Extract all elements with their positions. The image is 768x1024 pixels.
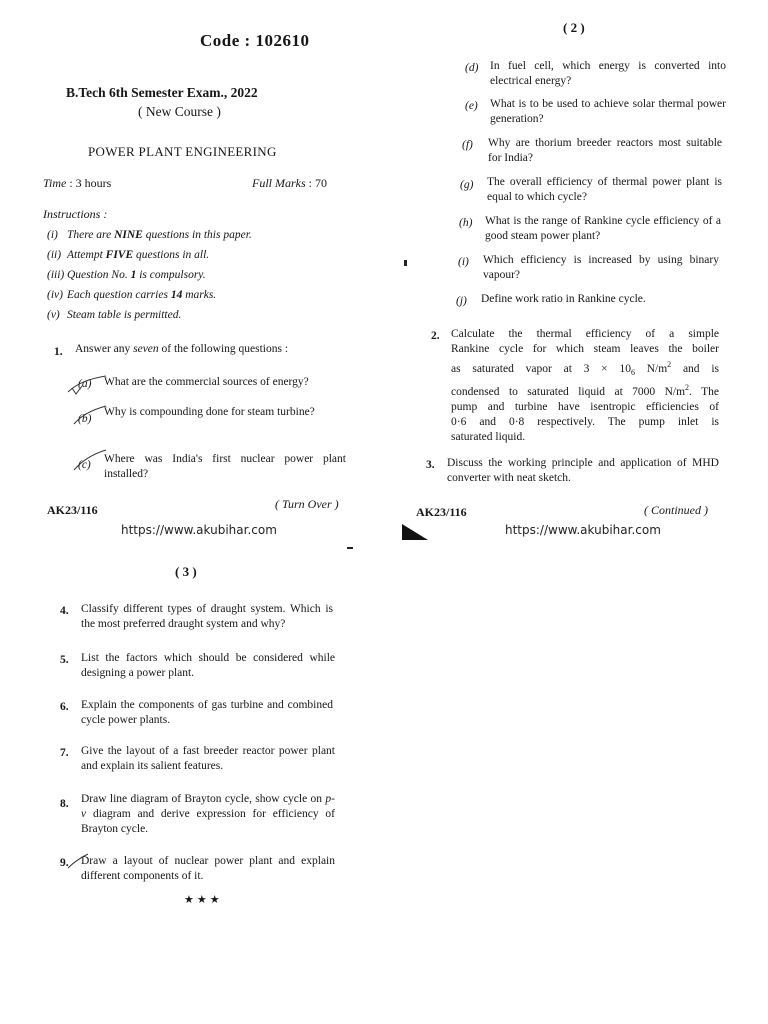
exam-title: B.Tech 6th Semester Exam., 2022 <box>66 85 258 100</box>
continued-note: ( Continued ) <box>644 503 708 517</box>
turn-over-note: ( Turn Over ) <box>275 497 339 511</box>
exam-code: Code : 102610 <box>200 31 310 50</box>
paper-code-footer: AK23/116 <box>47 503 98 517</box>
pen-tick-mark <box>66 850 90 872</box>
subject-title: POWER PLANT ENGINEERING <box>88 144 277 159</box>
instruction-item: (i) There are NINE questions in this paper. <box>47 229 252 241</box>
course-type: ( New Course ) <box>138 104 221 119</box>
q2-line-3: as saturated vapor at $3 \times 10_6$ $N/m^2$ and is <box>451 360 719 378</box>
pen-tick-marks <box>62 372 112 482</box>
instruction-item: (iii) Question No. 1 is compulsory. <box>47 269 206 281</box>
question-number: 1. <box>54 346 63 358</box>
q2-line-4: condensed to saturated liquid at 7000 $N/m^2$. The <box>451 383 720 398</box>
scan-corner-mark <box>402 524 428 540</box>
website-url-right: https://www.akubihar.com <box>505 523 661 537</box>
page-number-2: ( 2 ) <box>563 20 585 35</box>
full-marks <box>252 176 327 191</box>
page-number-3: ( 3 ) <box>175 564 197 579</box>
instruction-item: (iv) Each question carries 14 marks. <box>47 289 217 301</box>
website-url: https://www.akubihar.com <box>121 523 277 537</box>
scan-speck <box>347 547 353 549</box>
marks-label: Full Marks <box>252 176 306 190</box>
instructions-heading: Instructions : <box>43 207 108 221</box>
time-value: : 3 hours <box>69 176 112 190</box>
paper-code-footer-right: AK23/116 <box>416 505 467 519</box>
end-of-paper-mark: ★★★ <box>184 894 223 906</box>
instruction-item: (ii) Attempt FIVE questions in all. <box>47 249 210 261</box>
scan-speck <box>404 260 407 266</box>
question-text: Answer any seven of the following questions : <box>75 343 289 355</box>
instruction-item: (v) Steam table is permitted. <box>47 309 182 321</box>
time-allowed <box>43 176 111 191</box>
marks-value: : 70 <box>308 176 328 190</box>
time-label: Time <box>43 176 67 190</box>
